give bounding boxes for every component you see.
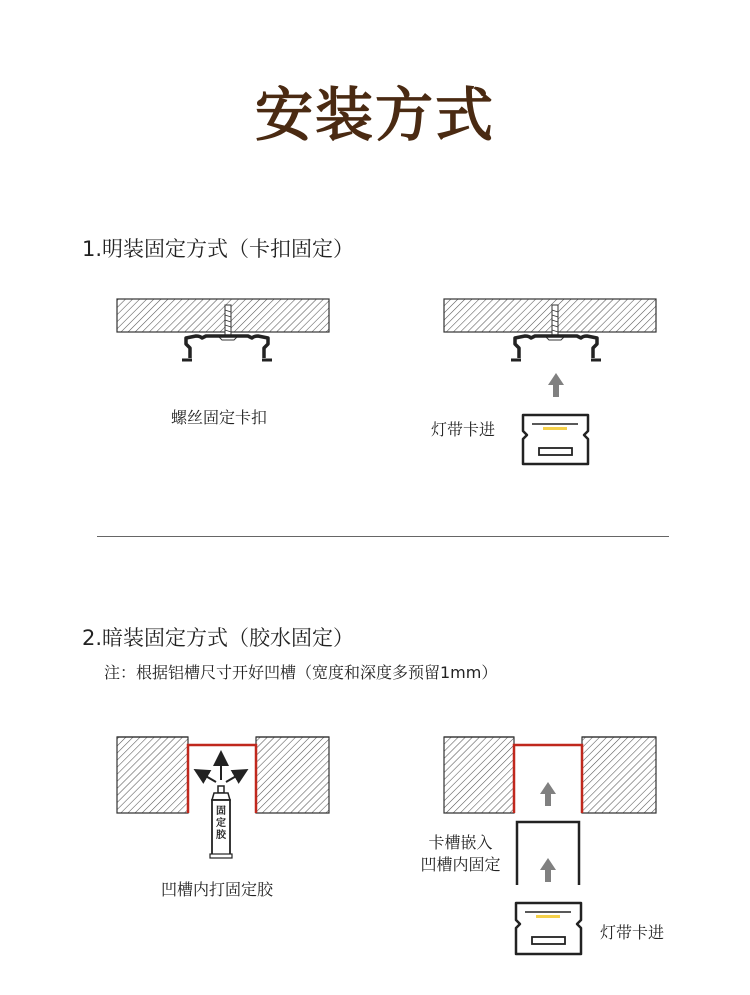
up-arrow-icon: [540, 858, 556, 882]
groove-glue-label: 凹槽内打固定胶: [161, 880, 274, 899]
strip-insert-label-2: 灯带卡进: [600, 923, 665, 942]
section-divider: [97, 536, 669, 537]
page-title: 安装方式: [254, 81, 495, 149]
arrow-right-icon: [226, 771, 245, 782]
up-arrow-icon: [540, 782, 556, 806]
wall-surface: [117, 299, 329, 332]
screw-clip-label: 螺丝固定卡扣: [171, 408, 268, 427]
section1-left-diagram: [117, 299, 329, 360]
up-arrow-icon: [548, 373, 564, 397]
channel-embed-label-line1: 卡槽嵌入: [428, 833, 493, 852]
led-strip-icon: [523, 415, 588, 464]
wall-surface: [444, 299, 656, 332]
channel-embed-label-line2: 凹槽内固定: [420, 855, 501, 874]
led-strip-icon: [516, 903, 581, 954]
channel-embed-label: [413, 832, 508, 876]
strip-insert-label: 灯带卡进: [431, 420, 496, 439]
glue-tube-text: 固定胶: [216, 806, 226, 841]
section2-title: 2.暗装固定方式（胶水固定）: [82, 626, 355, 650]
section2-note: 注：根据铝槽尺寸开好凹槽（宽度和深度多预留1mm）: [104, 663, 498, 682]
section1-title: 1.明装固定方式（卡扣固定）: [82, 237, 355, 261]
arrow-left-icon: [197, 771, 216, 782]
